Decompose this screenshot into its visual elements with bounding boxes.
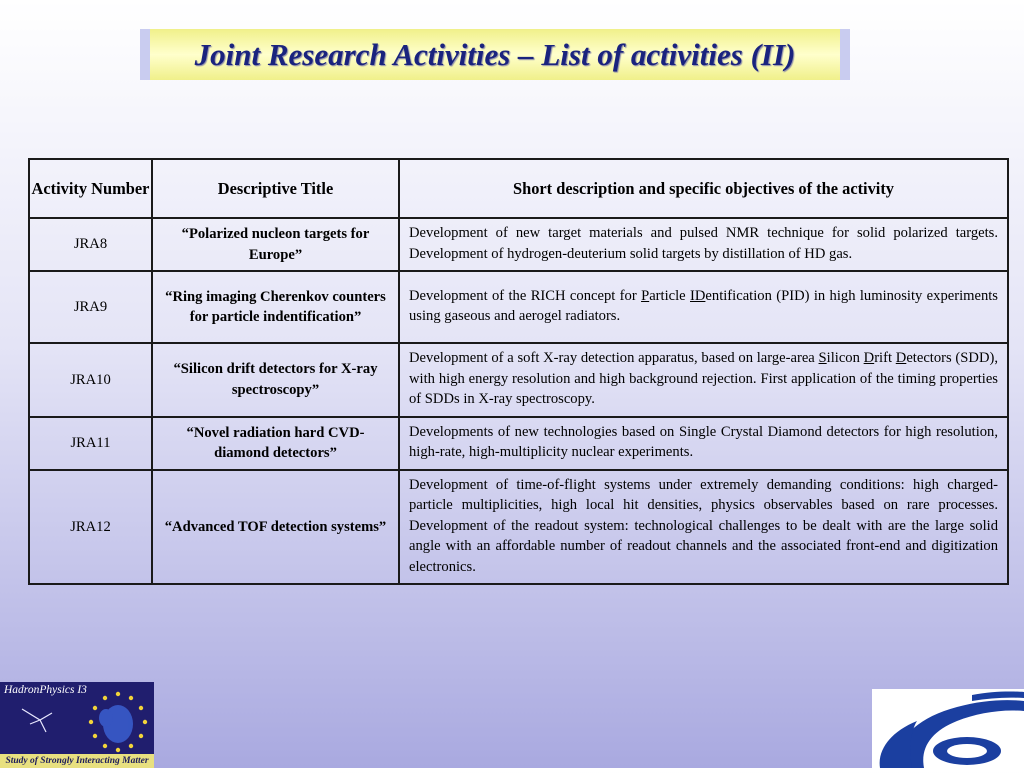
activity-description: Development of a soft X-ray detection apparatus, based on large-area Silicon Drift Detectors (SDD), with high energy resolution and high background rejection. First application of the timing properties of SDDs in X-ray spectroscopy.	[399, 343, 1008, 417]
title-banner	[140, 29, 850, 80]
slide-title: Joint Research Activities – List of activities (II)	[194, 36, 796, 72]
header-description: Short description and specific objectives of the activity	[399, 159, 1008, 218]
activity-title: “Advanced TOF detection systems”	[152, 470, 399, 585]
activity-title: “Novel radiation hard CVD-diamond detectors”	[152, 417, 399, 470]
logo-tagline: Study of Strongly Interacting Matter	[0, 754, 154, 768]
fp6-logo	[872, 689, 1024, 768]
activity-number: JRA10	[29, 343, 152, 417]
activity-number: JRA12	[29, 470, 152, 585]
activity-description: Developments of new technologies based on Single Crystal Diamond detectors for high resolution, high-rate, high-multiplicity nuclear experiments.	[399, 417, 1008, 470]
activities-table	[28, 158, 1009, 585]
header-descriptive-title: Descriptive Title	[152, 159, 399, 218]
fp6-icon	[872, 689, 1024, 768]
logo-name: HadronPhysics I3	[4, 684, 87, 696]
activity-description: Development of time-of-flight systems under extremely demanding conditions: high charged-particle multiplicities, high local hit densities, physics observables based on rare processes. Development of the readout system: technological challenges to be dealt with are the large solid angle with an affordable number of readout channels and the associated front-end and digitization electronics.	[399, 470, 1008, 585]
activity-title: “Ring imaging Cherenkov counters for particle indentification”	[152, 271, 399, 343]
activity-title: “Silicon drift detectors for X-ray spectroscopy”	[152, 343, 399, 417]
activity-number: JRA8	[29, 218, 152, 271]
table-row	[29, 470, 1008, 585]
table-header-row	[29, 159, 1008, 218]
table-row	[29, 343, 1008, 417]
header-activity-number: Activity Number	[29, 159, 152, 218]
activity-number: JRA11	[29, 417, 152, 470]
hadronphysics-logo	[0, 682, 154, 768]
activity-description: Development of the RICH concept for Particle IDentification (PID) in high luminosity experiments using gaseous and aerogel radiators.	[399, 271, 1008, 343]
activity-description: Development of new target materials and pulsed NMR technique for solid polarized targets. Development of hydrogen-deuterium solid targets by distillation of HD gas.	[399, 218, 1008, 271]
table-row	[29, 218, 1008, 271]
table-row	[29, 417, 1008, 470]
activity-number: JRA9	[29, 271, 152, 343]
table-row	[29, 271, 1008, 343]
activity-title: “Polarized nucleon targets for Europe”	[152, 218, 399, 271]
